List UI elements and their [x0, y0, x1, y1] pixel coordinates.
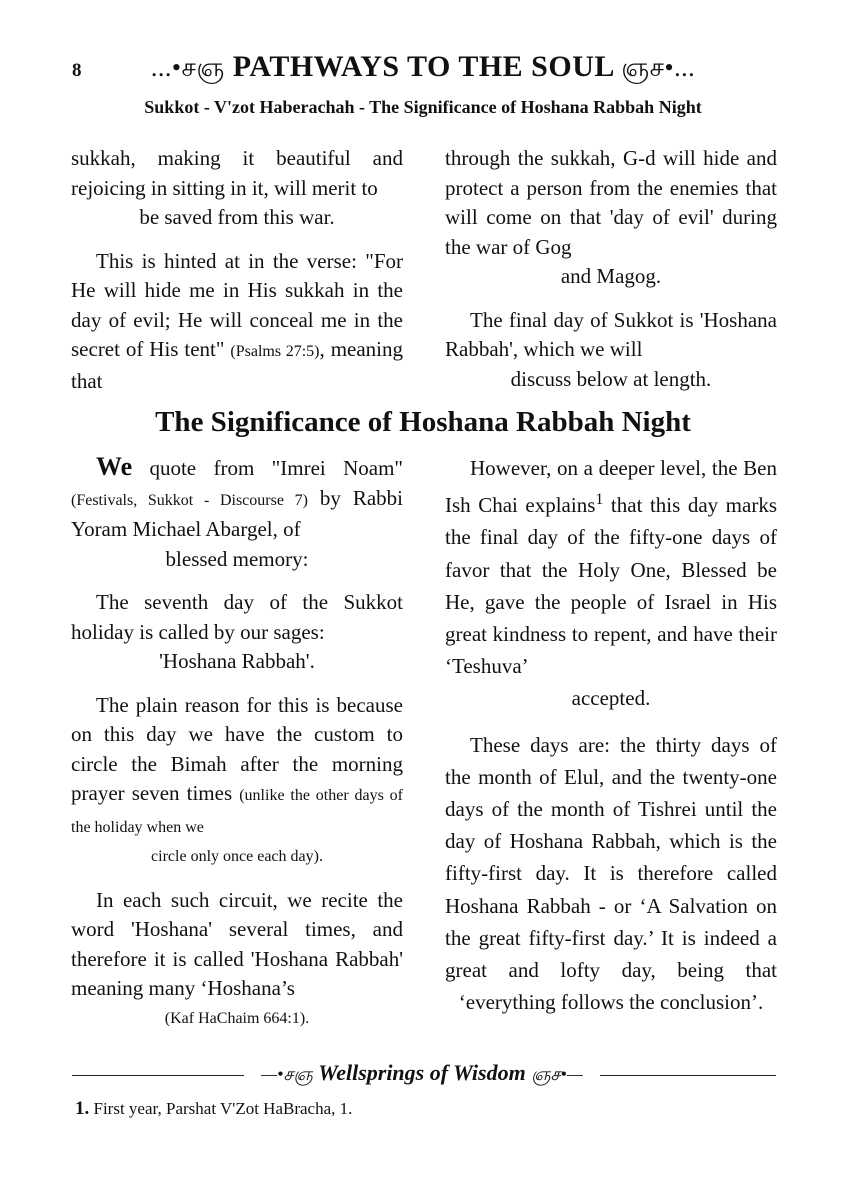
paragraph — [71, 452, 403, 545]
book-title: PATHWAYS TO THE SOUL — [232, 50, 614, 83]
footer-title — [244, 1060, 600, 1087]
section-left-column — [71, 452, 403, 1047]
paragraph — [71, 588, 403, 647]
paragraph — [445, 306, 777, 365]
chapter-subtitle: Sukkot - V'zot Haberachah - The Significance of Hoshana Rabbah Night — [144, 97, 702, 117]
paragraph — [71, 691, 403, 843]
section-right-column — [445, 452, 777, 1032]
top-right-column — [445, 144, 777, 408]
paragraph-end: 'Hoshana Rabbah'. — [159, 649, 315, 673]
footer-rule-right — [600, 1075, 776, 1076]
text: The seventh day of the Sukkot holiday is called by our sages: — [71, 590, 403, 644]
page-number: 8 — [72, 60, 82, 81]
paragraph-end: blessed memory: — [165, 546, 309, 571]
paragraph-end: discuss below at length. — [510, 366, 712, 391]
paragraph — [71, 886, 403, 1004]
text: In each such circuit, we recite the word 'Hoshana' several times, and therefore it is called 'Hoshana Rabbah' meaning many ‘Hoshana’s — [71, 887, 403, 1000]
footnote — [75, 1098, 352, 1120]
note-end: circle only once each day). — [151, 848, 323, 865]
text: However, on a deeper level, the Ben Ish Chai explains — [445, 456, 777, 518]
text: by Rabbi Yoram Michael Abargel, of — [71, 485, 403, 541]
note: (unlike the other days of the holiday when we — [71, 787, 403, 836]
text: , meaning that — [71, 337, 403, 393]
footnote-ref[interactable]: 1 — [595, 491, 604, 509]
section-heading: The Significance of Hoshana Rabbah Night — [155, 406, 691, 438]
footer-rule-left — [72, 1075, 244, 1076]
running-header — [0, 50, 846, 86]
top-left-column — [71, 144, 403, 410]
lead-word: We — [96, 452, 133, 481]
text: The plain reason for this is because on this day we have the custom to circle the Bimah after the morning prayer seven times — [71, 692, 403, 805]
ornament-left: —•சஞ — [261, 1064, 313, 1084]
paragraph-end: and Magog. — [560, 264, 662, 288]
paragraph — [445, 452, 777, 682]
ornament-left: ...•சஞ — [150, 53, 225, 82]
text: sukkah, making it beautiful and rejoicing in sitting in it, will merit to — [71, 146, 403, 200]
footer-title-text: Wellsprings of Wisdom — [318, 1060, 526, 1085]
citation: (Psalms 27:5) — [230, 343, 320, 360]
footnote-number: 1. — [75, 1098, 90, 1119]
text: quote from "Imrei Noam" — [132, 456, 403, 480]
citation: (Festivals, Sukkot - Discourse 7) — [71, 491, 308, 509]
ornament-right: ஞச•— — [531, 1064, 583, 1084]
paragraph-end: be saved from this war. — [139, 205, 335, 229]
footnote-text: First year, Parshat V'Zot HaBracha, 1. — [93, 1099, 353, 1118]
text: that this day marks the final day of the fifty-one days of favor that the Holy One, Blessed be He, gave the people of Israel in His great kindness to repent, and have their ‘Teshuva’ — [445, 493, 777, 679]
ornament-right: ஞச•... — [621, 53, 696, 82]
paragraph-end: accepted. — [571, 686, 651, 711]
text: through the sukkah, G-d will hide and protect a person from the enemies that will come on that 'day of evil' during the war of Gog — [445, 146, 777, 259]
paragraph — [445, 144, 777, 262]
text: This is hinted at in the verse: "For He will hide me in His sukkah in the day of evil; He will conceal me in the secret of His tent" — [71, 248, 403, 361]
text: The final day of Sukkot is 'Hoshana Rabbah', which we will — [445, 307, 777, 361]
paragraph — [71, 247, 403, 397]
paragraph: These days are: the thirty days of the month of Elul, and the twenty-one days of the month of Tishrei until the day of Hoshana Rabbah, which is the fifty-first day. It is therefore called Hoshana Rabbah - or ‘A Salvation on the great fifty-first day.’ It is indeed a great and lofty day, being that ‘everything follows the conclusion’. — [445, 732, 777, 1015]
citation-end: (Kaf HaChaim 664:1). — [164, 1009, 310, 1027]
paragraph — [71, 144, 403, 203]
